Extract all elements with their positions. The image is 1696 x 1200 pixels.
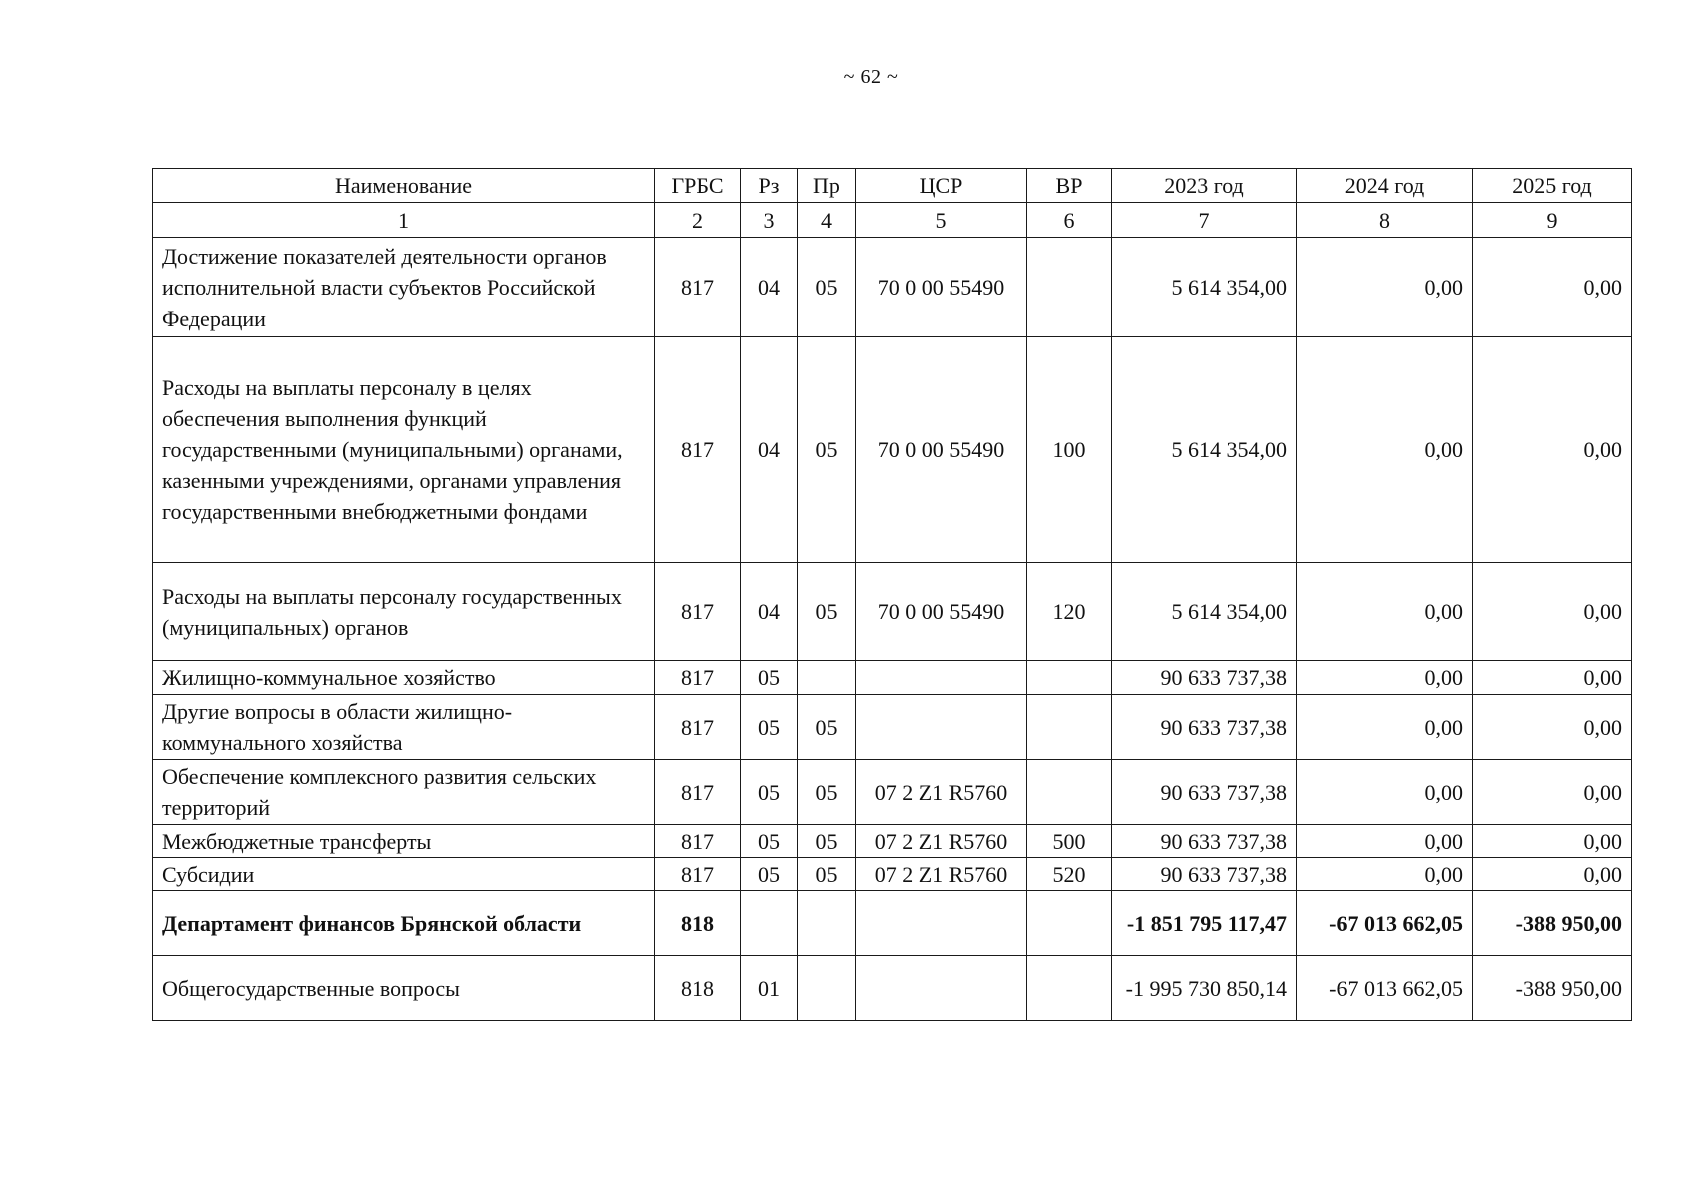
- row-vr: 520: [1027, 858, 1112, 891]
- row-csr: 70 0 00 55490: [856, 238, 1027, 337]
- header-cell-vr: ВР: [1027, 169, 1112, 203]
- row-name: Обеспечение комплексного развития сельских территорий: [153, 760, 655, 825]
- row-2023: 90 633 737,38: [1112, 661, 1297, 695]
- table-row-department: [153, 891, 1632, 956]
- header-cell-rz: Рз: [741, 169, 798, 203]
- row-2025: -388 950,00: [1473, 891, 1632, 956]
- table-header-row: [153, 169, 1632, 203]
- row-2024: 0,00: [1297, 661, 1473, 695]
- row-name: Субсидии: [153, 858, 655, 891]
- row-2023: 90 633 737,38: [1112, 825, 1297, 858]
- row-csr: 07 2 Z1 R5760: [856, 760, 1027, 825]
- row-2025: 0,00: [1473, 695, 1632, 760]
- row-pr: 05: [798, 238, 856, 337]
- row-2023: 5 614 354,00: [1112, 337, 1297, 563]
- header-cell-2023: 2023 год: [1112, 169, 1297, 203]
- row-rz: 05: [741, 661, 798, 695]
- row-2024: 0,00: [1297, 563, 1473, 661]
- row-csr: [856, 661, 1027, 695]
- row-2023: 90 633 737,38: [1112, 858, 1297, 891]
- row-grbs: 817: [655, 858, 741, 891]
- table-row: [153, 695, 1632, 760]
- row-vr: [1027, 956, 1112, 1021]
- row-rz: 05: [741, 825, 798, 858]
- row-2025: -388 950,00: [1473, 956, 1632, 1021]
- row-2023: 90 633 737,38: [1112, 760, 1297, 825]
- table-row: [153, 661, 1632, 695]
- row-pr: 05: [798, 858, 856, 891]
- row-2024: 0,00: [1297, 337, 1473, 563]
- row-name: Достижение показателей деятельности органов исполнительной власти субъектов Российской Федерации: [153, 238, 655, 337]
- row-name: Департамент финансов Брянской области: [153, 891, 655, 956]
- budget-table: [152, 168, 1632, 1021]
- row-name: Жилищно-коммунальное хозяйство: [153, 661, 655, 695]
- row-pr: 05: [798, 760, 856, 825]
- column-number-cell: 6: [1027, 203, 1112, 238]
- row-2024: -67 013 662,05: [1297, 956, 1473, 1021]
- column-number-cell: 4: [798, 203, 856, 238]
- row-rz: 05: [741, 858, 798, 891]
- row-csr: [856, 695, 1027, 760]
- row-grbs: 817: [655, 825, 741, 858]
- row-vr: [1027, 695, 1112, 760]
- row-2025: 0,00: [1473, 760, 1632, 825]
- row-vr: [1027, 238, 1112, 337]
- header-cell-2024: 2024 год: [1297, 169, 1473, 203]
- row-2023: 90 633 737,38: [1112, 695, 1297, 760]
- row-name: Другие вопросы в области жилищно-коммунального хозяйства: [153, 695, 655, 760]
- row-csr: 07 2 Z1 R5760: [856, 858, 1027, 891]
- row-2023: -1 851 795 117,47: [1112, 891, 1297, 956]
- row-name: Общегосударственные вопросы: [153, 956, 655, 1021]
- row-rz: 04: [741, 337, 798, 563]
- row-vr: [1027, 760, 1112, 825]
- row-pr: 05: [798, 695, 856, 760]
- column-number-row: [153, 203, 1632, 238]
- row-grbs: 817: [655, 238, 741, 337]
- header-cell-grbs: ГРБС: [655, 169, 741, 203]
- row-grbs: 817: [655, 337, 741, 563]
- row-vr: [1027, 661, 1112, 695]
- row-2025: 0,00: [1473, 238, 1632, 337]
- header-cell-pr: Пр: [798, 169, 856, 203]
- row-grbs: 818: [655, 891, 741, 956]
- table-row: [153, 760, 1632, 825]
- row-2024: 0,00: [1297, 695, 1473, 760]
- row-2023: -1 995 730 850,14: [1112, 956, 1297, 1021]
- column-number-cell: 3: [741, 203, 798, 238]
- table-row: [153, 825, 1632, 858]
- table-row: [153, 858, 1632, 891]
- column-number-cell: 7: [1112, 203, 1297, 238]
- row-2025: 0,00: [1473, 661, 1632, 695]
- row-rz: [741, 891, 798, 956]
- column-number-cell: 8: [1297, 203, 1473, 238]
- row-pr: [798, 891, 856, 956]
- row-csr: 70 0 00 55490: [856, 337, 1027, 563]
- page-number: ~ 62 ~: [843, 66, 899, 88]
- row-pr: [798, 661, 856, 695]
- row-csr: [856, 891, 1027, 956]
- row-2023: 5 614 354,00: [1112, 563, 1297, 661]
- header-cell-csr: ЦСР: [856, 169, 1027, 203]
- row-vr: 120: [1027, 563, 1112, 661]
- table-row: [153, 337, 1632, 563]
- row-pr: [798, 956, 856, 1021]
- header-cell-name: Наименование: [153, 169, 655, 203]
- row-2024: 0,00: [1297, 760, 1473, 825]
- row-grbs: 817: [655, 760, 741, 825]
- row-csr: 70 0 00 55490: [856, 563, 1027, 661]
- row-2024: 0,00: [1297, 825, 1473, 858]
- row-2024: -67 013 662,05: [1297, 891, 1473, 956]
- row-rz: 04: [741, 238, 798, 337]
- row-name: Межбюджетные трансферты: [153, 825, 655, 858]
- row-rz: 04: [741, 563, 798, 661]
- row-grbs: 817: [655, 563, 741, 661]
- header-cell-2025: 2025 год: [1473, 169, 1632, 203]
- column-number-cell: 5: [856, 203, 1027, 238]
- row-pr: 05: [798, 337, 856, 563]
- row-grbs: 818: [655, 956, 741, 1021]
- row-name: Расходы на выплаты персоналу в целях обеспечения выполнения функций государственными (муниципальными) органами, казенными учреждениями, органами управления государственными внебюджетными фондами: [153, 337, 655, 563]
- row-2025: 0,00: [1473, 563, 1632, 661]
- row-name: Расходы на выплаты персоналу государственных (муниципальных) органов: [153, 563, 655, 661]
- row-2023: 5 614 354,00: [1112, 238, 1297, 337]
- row-2025: 0,00: [1473, 825, 1632, 858]
- row-vr: 100: [1027, 337, 1112, 563]
- row-rz: 05: [741, 695, 798, 760]
- table-row: [153, 956, 1632, 1021]
- row-pr: 05: [798, 563, 856, 661]
- row-2024: 0,00: [1297, 858, 1473, 891]
- row-vr: 500: [1027, 825, 1112, 858]
- row-csr: [856, 956, 1027, 1021]
- row-rz: 05: [741, 760, 798, 825]
- row-pr: 05: [798, 825, 856, 858]
- column-number-cell: 1: [153, 203, 655, 238]
- row-vr: [1027, 891, 1112, 956]
- row-2024: 0,00: [1297, 238, 1473, 337]
- row-2025: 0,00: [1473, 858, 1632, 891]
- table-row: [153, 238, 1632, 337]
- table-row: [153, 563, 1632, 661]
- row-grbs: 817: [655, 695, 741, 760]
- column-number-cell: 2: [655, 203, 741, 238]
- row-rz: 01: [741, 956, 798, 1021]
- row-grbs: 817: [655, 661, 741, 695]
- row-2025: 0,00: [1473, 337, 1632, 563]
- row-csr: 07 2 Z1 R5760: [856, 825, 1027, 858]
- column-number-cell: 9: [1473, 203, 1632, 238]
